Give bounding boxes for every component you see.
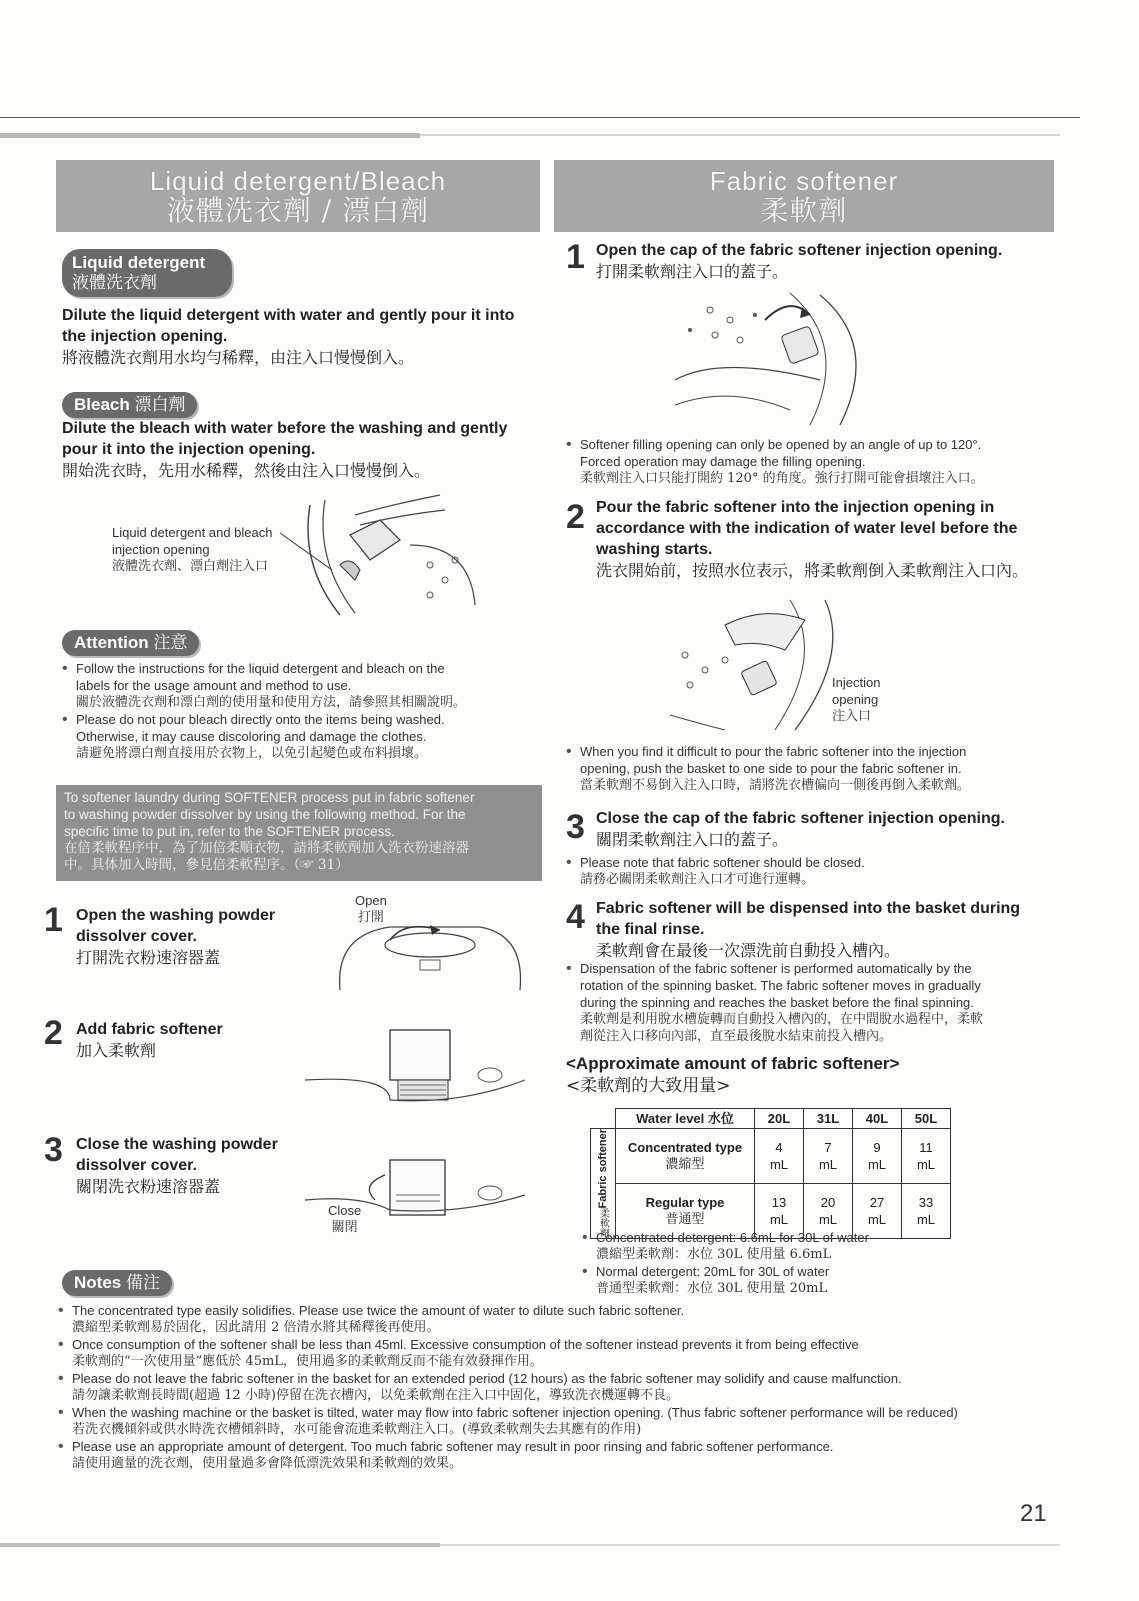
tag-zh: 備注 — [125, 1273, 160, 1293]
cell-value: 20 — [820, 1195, 836, 1211]
banner-title-en: Liquid detergent/Bleach — [149, 166, 447, 196]
attention-tag — [62, 630, 199, 656]
step-number: 2 — [566, 498, 585, 536]
banner-fabric-softener — [554, 160, 1054, 232]
step-en: Close the washing powder — [76, 1136, 278, 1153]
step-zh: 柔軟劑會在最後一次漂洗前自動投入槽內。 — [596, 941, 901, 960]
dissolver-open-illustration — [330, 915, 530, 1005]
tag-en: Attention — [74, 633, 149, 652]
banner-title-en: Fabric softener — [709, 166, 899, 196]
step-number: 1 — [44, 901, 63, 939]
item-en: • Please do not leave the fabric softener in the basket for an extended period (12 hours) as the fabric softener may solidify and cause malfunction. — [72, 1371, 902, 1386]
cell-value: 13 — [771, 1195, 787, 1211]
item-zh: 請務必關閉柔軟劑注入口才可進行運轉。 — [580, 872, 815, 887]
step-en: Add fabric softener — [76, 1021, 223, 1038]
add-softener-illustration — [300, 1025, 530, 1115]
box-line: specific time to put in, refer to the SOFTENER process. — [64, 824, 395, 839]
text-en: pour it into the injection opening. — [62, 441, 316, 458]
right-note-3 — [566, 854, 1046, 888]
row-label — [616, 1129, 755, 1184]
label-en: injection opening — [112, 542, 210, 557]
bottom-rule — [440, 1544, 1060, 1546]
left-step-3 — [76, 1134, 306, 1197]
list-item — [58, 1336, 1043, 1370]
step-number: 1 — [566, 238, 585, 276]
item-zh: 濃縮型柔軟劑易於固化，因此請用 2 倍清水將其稀釋後再使用。 — [72, 1320, 440, 1335]
banner-title-zh: 液體洗衣劑 / 漂白劑 — [166, 194, 430, 227]
cell-unit: mL — [769, 1157, 789, 1173]
table-cell — [804, 1129, 853, 1184]
right-note-4 — [566, 960, 1046, 1045]
cell-unit: mL — [867, 1212, 887, 1228]
label-zh: 注入口 — [832, 709, 872, 724]
step-en: Open the cap of the fabric softener injection opening. — [596, 242, 1003, 259]
text-en: the injection opening. — [62, 328, 228, 345]
list-item — [566, 743, 1046, 794]
label-en: opening — [832, 692, 879, 707]
box-line: To softener laundry during SOFTENER process put in fabric softener — [64, 790, 475, 805]
left-step-2 — [76, 1019, 296, 1061]
step-number: 4 — [566, 898, 585, 936]
approx-title-en: <Approximate amount of fabric softener> — [566, 1054, 900, 1073]
cell-unit: mL — [769, 1212, 789, 1228]
banner-title-zh: 柔軟劑 — [760, 194, 848, 227]
close-label — [328, 1202, 361, 1236]
right-step-1 — [596, 240, 1056, 282]
step-en: Close the cap of the fabric softener injection opening. — [596, 810, 1005, 827]
cell-unit: mL — [867, 1157, 887, 1173]
table-notes — [582, 1229, 1042, 1297]
top-rule — [0, 117, 1080, 118]
row-label-en: Regular type — [645, 1195, 725, 1211]
cell-unit: mL — [916, 1212, 936, 1228]
item-zh: 劑從注入口移向內部，直至最後脫水結束前投入槽內。 — [580, 1029, 893, 1044]
item-en: • The concentrated type easily solidifies. Please use twice the amount of water to dilute such fabric softener. — [72, 1303, 685, 1318]
step-zh: 打開柔軟劑注入口的蓋子。 — [596, 262, 789, 281]
cell-value: 4 — [775, 1140, 783, 1156]
step-number: 2 — [44, 1014, 63, 1052]
left-step-1 — [76, 905, 306, 968]
step-number: 3 — [566, 808, 585, 846]
step-en: washing starts. — [596, 541, 713, 558]
header-col: 31L — [804, 1109, 853, 1129]
liquid-detergent-text — [62, 305, 532, 368]
tag-zh: 漂白劑 — [134, 395, 186, 415]
item-en: opening, push the basket to one side to pour the fabric softener in. — [580, 761, 962, 776]
cell-unit: mL — [818, 1157, 838, 1173]
tag-zh: 注意 — [153, 633, 188, 653]
cell-value: 9 — [873, 1140, 881, 1156]
side-zh: 柔軟劑 — [597, 1208, 609, 1239]
header-col: 50L — [902, 1109, 951, 1129]
label-zh: 關閉 — [331, 1220, 358, 1235]
softener-pour-illustration — [665, 595, 835, 735]
item-zh: 請使用適量的洗衣劑，使用量過多會降低漂洗效果和柔軟劑的效果。 — [72, 1456, 463, 1471]
item-zh: 若洗衣機傾斜或供水時洗衣槽傾斜時，水可能會流進柔軟劑注入口。(導致柔軟劑失去其應有的作用) — [72, 1422, 642, 1437]
item-zh: 關於液體洗衣劑和漂白劑的使用量和使用方法，請參照其相關說明。 — [76, 695, 467, 710]
item-en: • Please use an appropriate amount of detergent. Too much fabric softener may result in poor rinsing and fabric softener performance. — [72, 1439, 834, 1454]
text-zh: 將液體洗衣劑用水均勻稀釋，由注入口慢慢倒入。 — [62, 348, 415, 367]
list-item — [566, 854, 1046, 888]
cell-value: 11 — [919, 1140, 933, 1156]
box-line: to washing powder dissolver by using the following method. For the — [64, 807, 466, 822]
notes-tag — [62, 1270, 172, 1296]
step-en: Pour the fabric softener into the injection opening in — [596, 499, 995, 516]
step-en: Open the washing powder — [76, 907, 276, 924]
step-en: accordance with the indication of water level before the — [596, 520, 1018, 537]
banner-liquid-detergent-bleach — [56, 160, 540, 232]
right-step-3 — [596, 808, 1056, 850]
table-row — [591, 1129, 951, 1184]
page-number: 21 — [1020, 1500, 1047, 1527]
list-item — [58, 1370, 1043, 1404]
row-label-zh: 濃縮型 — [665, 1157, 705, 1173]
text-en: Dilute the bleach with water before the washing and gently — [62, 420, 508, 437]
header-col: 40L — [853, 1109, 902, 1129]
item-en: • When you find it difficult to pour the fabric softener into the injection — [580, 744, 967, 759]
row-label-en: Concentrated type — [627, 1140, 743, 1156]
step-zh: 加入柔軟劑 — [76, 1041, 157, 1060]
list-item — [582, 1229, 1042, 1263]
item-en: • Once consumption of the softener shall be less than 45ml. Excessive consumption of the softener instead prevents it from being effective — [72, 1337, 859, 1352]
item-en: • Follow the instructions for the liquid detergent and bleach on the — [76, 661, 445, 676]
item-en: Forced operation may damage the filling opening. — [580, 454, 866, 469]
label-zh: 液體洗衣劑、漂白劑注入口 — [112, 559, 269, 574]
side-en: Fabric softener — [596, 1129, 609, 1209]
box-line-zh: 在倍柔軟程序中，為了加倍柔順衣物，請將柔軟劑加入洗衣粉速溶器 — [64, 840, 469, 856]
label-en: Close — [328, 1203, 362, 1218]
item-en: • Please do not pour bleach directly onto the items being washed. — [76, 712, 445, 727]
item-zh: 請避免將漂白劑直接用於衣物上，以免引起變色或布料損壞。 — [76, 746, 428, 761]
tag-en: Notes — [74, 1273, 122, 1292]
label-zh: 打開 — [357, 910, 384, 925]
tag-en: Bleach — [74, 395, 130, 414]
cell-unit: mL — [916, 1157, 936, 1173]
item-en: labels for the usage amount and method to use. — [76, 678, 352, 693]
step-zh: 關閉洗衣粉速溶器蓋 — [76, 1177, 221, 1196]
injection-label — [832, 674, 880, 725]
table-cell — [755, 1129, 804, 1184]
cell-unit: mL — [818, 1212, 838, 1228]
item-en: • Concentrated detergent: 6.6mL for 30L of water — [596, 1230, 869, 1245]
step-en: dissolver cover. — [76, 928, 197, 945]
label-en: Open — [355, 893, 387, 908]
box-line-zh: 中。具体加入時間，參見倍柔軟程序。（☞ 31） — [64, 857, 349, 873]
item-zh: 柔軟劑是利用脫水槽旋轉而自動投入槽內的，在中間脫水過程中，柔軟 — [580, 1012, 984, 1027]
label-en: Injection — [832, 675, 881, 690]
softener-cap-open-illustration — [670, 285, 885, 430]
step-zh: 關閉柔軟劑注入口的蓋子。 — [596, 830, 789, 849]
tag-zh: 液體洗衣劑 — [72, 273, 157, 293]
text-zh: 開始洗衣時，先用水稀釋，然後由注入口慢慢倒入。 — [62, 461, 431, 480]
row-label-zh: 普通型 — [665, 1212, 705, 1228]
table-cell — [902, 1129, 951, 1184]
right-note-2 — [566, 743, 1046, 794]
table-cell — [853, 1129, 902, 1184]
item-zh: 柔軟劑注入口只能打開約 120° 的角度。強行打開可能會損壞注入口。 — [580, 471, 984, 486]
item-en: • Please note that fabric softener should be closed. — [580, 855, 865, 870]
cell-value: 33 — [918, 1195, 934, 1211]
item-zh: 普通型柔軟劑：水位 30L 使用量 20mL — [596, 1281, 828, 1296]
notes-list — [58, 1302, 1043, 1472]
step-number: 3 — [44, 1131, 63, 1169]
bleach-text — [62, 418, 537, 481]
top-rule-band-light — [420, 134, 1060, 136]
attention-list — [62, 660, 542, 762]
step-en: dissolver cover. — [76, 1157, 197, 1174]
cell-value: 7 — [824, 1140, 832, 1156]
item-zh: 當柔軟劑不易倒入注入口時，請將洗衣槽偏向一側後再倒入柔軟劑。 — [580, 778, 971, 793]
item-zh: 柔軟劑的“一次使用量”應低於 45mL，使用過多的柔軟劑反而不能有效發揮作用。 — [72, 1354, 543, 1369]
list-item — [566, 960, 1046, 1045]
bottom-rule-band — [0, 1543, 440, 1547]
right-step-2 — [596, 497, 1056, 581]
approx-title — [566, 1053, 899, 1097]
step-en: the final rinse. — [596, 921, 705, 938]
text-en: Dilute the liquid detergent with water and gently pour it into — [62, 307, 515, 324]
right-note-1 — [566, 436, 1046, 487]
item-zh: 請勿讓柔軟劑長時間(超過 12 小時)停留在洗衣槽內，以免柔軟劑在注入口中固化，導致洗衣機運轉不良。 — [72, 1388, 679, 1403]
tag-en: Liquid detergent — [72, 253, 206, 272]
table-header-row — [591, 1109, 951, 1129]
bleach-tag — [62, 392, 197, 418]
item-en: • Normal detergent: 20mL for 30L of water — [596, 1264, 830, 1279]
table-side-label — [591, 1129, 616, 1239]
approx-title-zh: <柔軟劑的大致用量> — [566, 1076, 731, 1096]
top-rule-band — [0, 133, 420, 138]
label-en: Liquid detergent and bleach — [112, 525, 273, 540]
list-item — [582, 1263, 1042, 1297]
detergent-pour-illustration — [270, 485, 480, 625]
step-zh: 打開洗衣粉速溶器蓋 — [76, 948, 221, 967]
header-col: 20L — [755, 1109, 804, 1129]
step-zh: 洗衣開始前，按照水位表示，將柔軟劑倒入柔軟劑注入口內。 — [596, 561, 1029, 580]
item-en: • Dispensation of the fabric softener is performed automatically by the — [580, 961, 972, 976]
list-item — [58, 1302, 1043, 1336]
header-water-level: Water level 水位 — [616, 1109, 755, 1129]
right-step-4 — [596, 898, 1056, 961]
list-item — [58, 1438, 1043, 1472]
softener-process-box — [56, 785, 542, 881]
item-en: Otherwise, it may cause discoloring and damage the clothes. — [76, 729, 427, 744]
liquid-detergent-tag — [62, 249, 232, 297]
item-en: • Softener filling opening can only be opened by an angle of up to 120°. — [580, 437, 982, 452]
item-en: • When the washing machine or the basket is tilted, water may flow into fabric softener injection opening. (Thus fabric softener performance will be reduced) — [72, 1405, 958, 1420]
item-en: rotation of the spinning basket. The fabric softener moves in gradually — [580, 978, 981, 993]
list-item — [62, 660, 542, 711]
softener-amount-table — [590, 1108, 951, 1239]
list-item — [62, 711, 542, 762]
item-zh: 濃縮型柔軟劑：水位 30L 使用量 6.6mL — [596, 1247, 832, 1262]
item-en: during the spinning and reaches the basket before the final spinning. — [580, 995, 974, 1010]
list-item — [58, 1404, 1043, 1438]
list-item — [566, 436, 1046, 487]
step-en: Fabric softener will be dispensed into the basket during — [596, 900, 1021, 917]
cell-value: 27 — [869, 1195, 885, 1211]
